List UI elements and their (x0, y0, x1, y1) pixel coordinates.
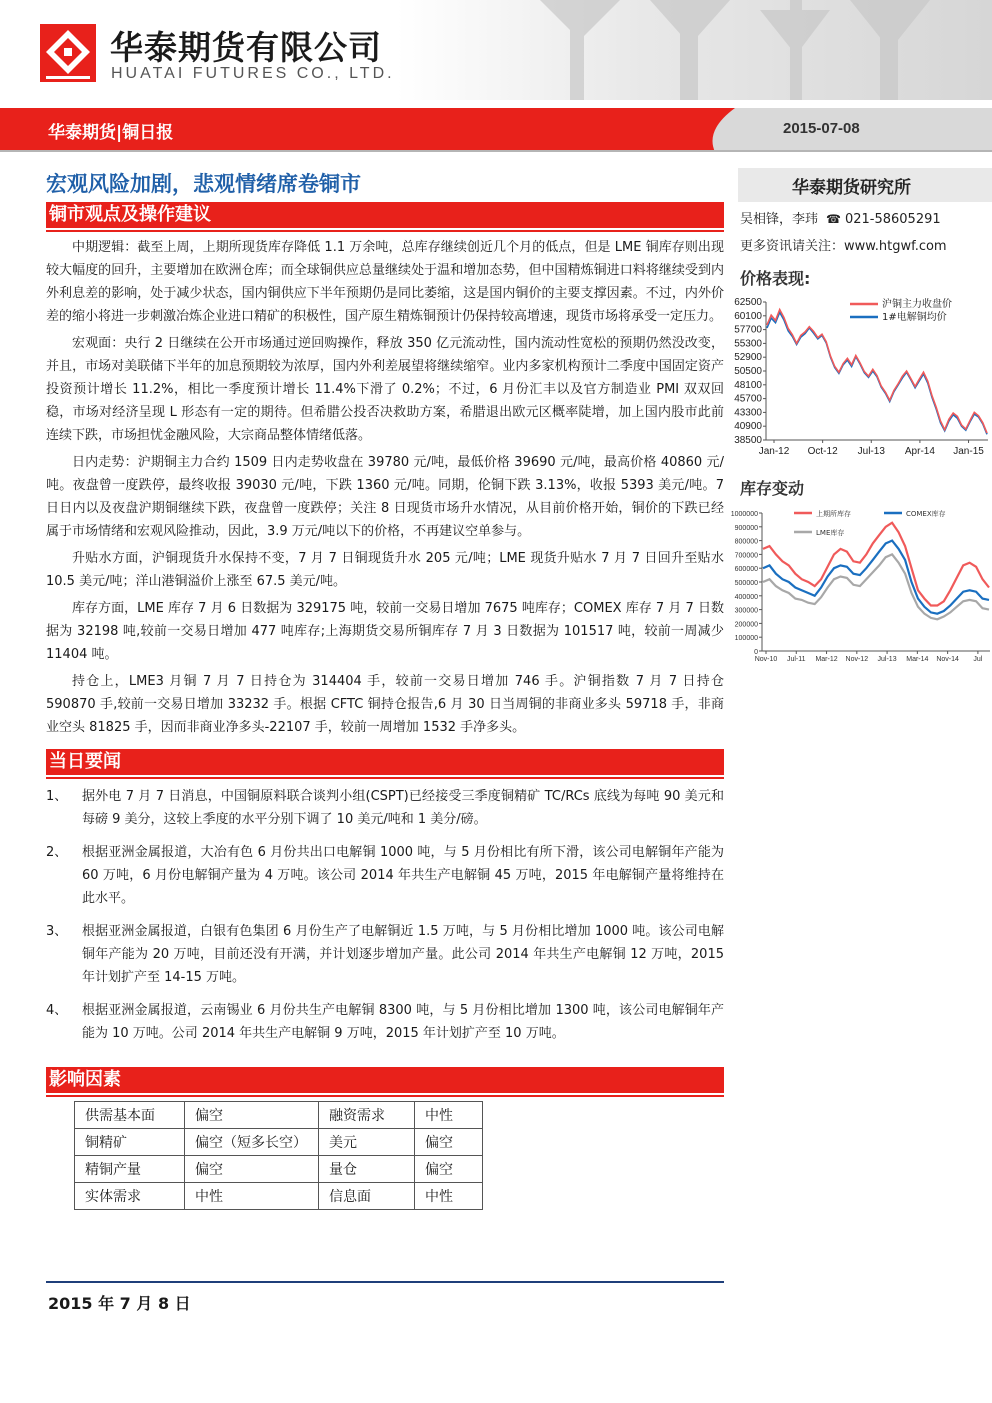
company-name-cn: 华泰期货有限公司 (110, 28, 382, 67)
legend-label: COMEX库存 (906, 510, 946, 518)
table-cell: 中性 (415, 1102, 483, 1129)
list-item (46, 785, 724, 831)
table-cell: 美元 (319, 1129, 415, 1156)
more-info-line (740, 235, 947, 254)
y-tick-label: 55300 (734, 338, 762, 350)
table-cell: 偏空（短多长空） (185, 1129, 319, 1156)
section-heading-factors: 影响因素 (46, 1067, 724, 1093)
analyst-names: 吴相锋，李玮 (740, 212, 819, 227)
y-tick-label: 1000000 (730, 511, 758, 518)
item-text: 根据亚洲金属报道，大冶有色 6 月份共出口电解铜 1000 吨，与 5 月份相比有所下滑，该公司电解铜年产能为 60 万吨，6 月份电解铜产量为 4 万吨。该公司 2014 年共生产电解铜 45 万吨，2015 年电解铜产量将维持在此水平。 (82, 845, 724, 906)
contact-line (740, 208, 941, 227)
item-number: 2、 (46, 845, 68, 860)
y-tick-label: 60100 (734, 310, 762, 322)
x-tick-label: Apr-14 (904, 446, 935, 457)
phone-number: 021-58605291 (844, 212, 941, 227)
price-chart (734, 292, 992, 476)
institute-box (738, 168, 992, 202)
paragraph: 日内走势：沪期铜主力合约 1509 日内走势收盘在 39780 元/吨，最低价格 39690 元/吨，最高价格 40860 元/吨。夜盘曾一度跌停，最终收报 39030 元/吨，下跌 1360 元/吨。同期，伦铜下跌 3.13%，收报 5393 美元/吨。7 日日内以及夜盘沪期铜继续下跌，夜盘曾一度跌停；关注 8 日现货市场升水情况，从目前价格开始，铜价的下跌已经属于市场情绪和宏观风险推动，因此，3.9 万元/吨以下的价格，不再建议空单参与。 (46, 455, 724, 539)
legend-label: 沪铜主力收盘价 (882, 299, 952, 310)
x-tick-label: Jul-11 (786, 656, 806, 663)
y-tick-label: 43300 (734, 407, 762, 419)
list-item (46, 920, 724, 989)
chart1-title: 价格表现: (740, 269, 811, 288)
footer-date: 2015 年 7 月 8 日 (48, 1294, 191, 1313)
table-cell: 信息面 (319, 1183, 415, 1210)
y-tick-label: 62500 (734, 297, 762, 308)
paragraph: 持仓上，LME3 月铜 7 月 7 日持仓为 314404 手，较前一交易日增加 746 手。沪铜指数 7 月 7 日持仓 590870 手,较前一交易日增加 33232 手。根据 CFTC 铜持仓报告,6 月 30 日当周铜的非商业多头 59718 手，非商业空头 81825 手，因而非商业净多头-22107 手，较前一周增加 1532 手净多头。 (46, 674, 724, 735)
y-tick-label: 700000 (734, 552, 758, 560)
item-number: 1、 (46, 789, 68, 804)
y-tick-label: 300000 (734, 607, 758, 615)
table-cell: 铜精矿 (75, 1129, 185, 1156)
legend-label: 1#电解铜均价 (882, 312, 947, 323)
x-tick-label: Jul-13 (857, 446, 885, 457)
x-tick-label: Nov-10 (754, 656, 778, 663)
series-line (763, 523, 989, 606)
factors-section (46, 1067, 724, 1210)
headline: 宏观风险加剧，悲观情绪席卷铜市 (46, 172, 361, 196)
table-cell: 偏空 (185, 1156, 319, 1183)
section-heading-outlook: 铜市观点及操作建议 (46, 202, 724, 228)
page-header (0, 0, 992, 100)
y-tick-label: 800000 (734, 538, 758, 546)
y-tick-label: 45700 (734, 393, 762, 405)
paragraph: 宏观面：央行 2 日继续在公开市场通过逆回购操作，释放 350 亿元流动性，国内流动性宽松的预期仍然没改变，并且，市场对美联储下半年的加息预期较为浓厚，国内外利差展望将继续缩窄。业内多家机构预计二季度中国固定资产投资预计增长 11.2%，相比一季度预计增长 11.4%下滑了 0.2%；不过，6 月份汇丰以及官方制造业 PMI 双双回稳，市场对经济呈现 L 形态有一定的期待。但希腊公投否决救助方案，希腊退出欧元区概率陡增，加上国内股市此前连续下跌，市场担忧金融风险，大宗商品整体情绪低落。 (46, 336, 724, 443)
x-tick-label: Mar-14 (906, 656, 929, 663)
y-tick-label: 100000 (734, 635, 758, 643)
list-item (46, 999, 724, 1045)
x-tick-label: Nov-12 (845, 656, 869, 663)
table-cell: 量仓 (319, 1156, 415, 1183)
table-row (75, 1156, 483, 1183)
table-row (75, 1102, 483, 1129)
x-tick-label: Jan-12 (758, 446, 790, 457)
report-date: 2015-07-08 (783, 120, 860, 137)
huatai-logo (40, 24, 96, 82)
news-list (46, 785, 724, 1045)
factors-table (74, 1101, 483, 1210)
series-line (767, 312, 987, 434)
inventory-chart-svg (730, 501, 992, 671)
legend-label: LME库存 (816, 529, 845, 537)
series-line (767, 310, 987, 434)
y-tick-label: 52900 (734, 352, 762, 364)
table-cell: 融资需求 (319, 1102, 415, 1129)
report-title: 华泰期货|铜日报 (48, 123, 174, 143)
x-tick-label: Jan-15 (953, 446, 984, 457)
item-text: 根据亚洲金属报道，白银有色集团 6 月份生产了电解铜近 1.5 万吨，与 5 月份相比增加 1000 吨。该公司电解铜年产能为 20 万吨，目前还没有开满，并计划逐步增加产量。此公司 2014 年共生产电解铜 12 万吨，2015 年计划扩产至 14-15 万吨。 (82, 924, 724, 985)
item-number: 3、 (46, 924, 68, 939)
x-tick-label: Nov-14 (936, 656, 959, 663)
x-tick-label: Oct-12 (807, 446, 838, 457)
institute-name: 华泰期货研究所 (792, 178, 911, 198)
main-column (46, 168, 724, 1210)
y-tick-label: 400000 (734, 593, 758, 601)
table-cell: 精铜产量 (75, 1156, 185, 1183)
series-line (763, 554, 989, 619)
footer-divider (46, 1281, 724, 1283)
website-link[interactable]: www.htgwf.com (844, 239, 947, 254)
list-item (46, 841, 724, 910)
price-chart-svg (734, 292, 992, 472)
item-text: 据外电 7 月 7 日消息，中国铜原料联合谈判小组(CSPT)已经接受三季度铜精矿 TC/RCs 底线为每吨 90 美元和每磅 9 美分，这较上季度的水平分别下调了 10 美元/吨和 1 美分/磅。 (82, 789, 724, 827)
series-line (763, 541, 989, 614)
legend-label: 上期所库存 (816, 510, 851, 518)
table-cell: 供需基本面 (75, 1102, 185, 1129)
table-cell: 偏空 (415, 1156, 483, 1183)
item-number: 4、 (46, 1003, 68, 1018)
item-text: 根据亚洲金属报道，云南锡业 6 月份共生产电解铜 8300 吨，与 5 月份相比增加 1300 吨，该公司电解铜年产能为 10 万吨。公司 2014 年共生产电解铜 9 万吨，2015 年计划扩产至 10 万吨。 (82, 1003, 724, 1041)
table-cell: 实体需求 (75, 1183, 185, 1210)
y-tick-label: 57700 (734, 324, 762, 336)
table-cell: 中性 (185, 1183, 319, 1210)
y-tick-label: 0 (754, 649, 758, 656)
table-row (75, 1183, 483, 1210)
more-info-label: 更多资讯请关注： (740, 239, 845, 254)
y-tick-label: 40900 (734, 421, 762, 433)
y-tick-label: 600000 (734, 566, 758, 574)
section-heading-news: 当日要闻 (46, 749, 724, 775)
table-row (75, 1129, 483, 1156)
y-tick-label: 38500 (734, 435, 762, 446)
y-tick-label: 50500 (734, 366, 762, 377)
y-tick-label: 48100 (734, 379, 762, 391)
report-band (0, 108, 992, 152)
x-tick-label: Jul-13 (877, 656, 897, 663)
paragraph: 库存方面，LME 库存 7 月 6 日数据为 329175 吨，较前一交易日增加 7675 吨库存；COMEX 库存 7 月 7 日数据为 32198 吨,较前一交易日增加 477 吨库存;上海期货交易所铜库存 7 月 3 日数据为 101517 吨，较前一周减少 11404 吨。 (46, 601, 724, 662)
company-name-en: HUATAI FUTURES CO., LTD. (111, 65, 395, 82)
table-cell: 偏空 (185, 1102, 319, 1129)
paragraph: 升贴水方面，沪铜现货升水保持不变，7 月 7 日铜现货升水 205 元/吨；LME 现货升贴水 7 月 7 日回升至贴水 10.5 美元/吨；洋山港铜溢价上涨至 67.5 美元/吨。 (46, 551, 724, 589)
paragraph: 中期逻辑：截至上周，上期所现货库存降低 1.1 万余吨，总库存继续创近几个月的低点，但是 LME 铜库存则出现较大幅度的回升，主要增加在欧洲仓库；而全球铜供应总量继续处于温和增加态势，但中国精炼铜进口料将继续受到内外利息差的影响，处于减少状态，国内铜供应下半年预期仍是同比萎缩，这是国内铜价的主要支撑因素。不过，内外价差的缩小将进一步刺激冶炼企业进口精矿的积极性，国产原生精炼铜预计仍保持较高增速，现货市场将承受一定压力。 (46, 240, 724, 324)
y-tick-label: 500000 (734, 580, 758, 587)
y-tick-label: 200000 (734, 621, 758, 629)
table-cell: 中性 (415, 1183, 483, 1210)
chart2-title: 库存变动 (740, 479, 805, 498)
y-tick-label: 900000 (734, 524, 758, 532)
table-cell: 偏空 (415, 1129, 483, 1156)
telephone-icon: ☎ (826, 212, 841, 226)
outlook-body (46, 236, 724, 739)
x-tick-label: Mar-12 (815, 656, 838, 663)
inventory-chart (730, 501, 992, 675)
x-tick-label: Jul (973, 656, 983, 663)
